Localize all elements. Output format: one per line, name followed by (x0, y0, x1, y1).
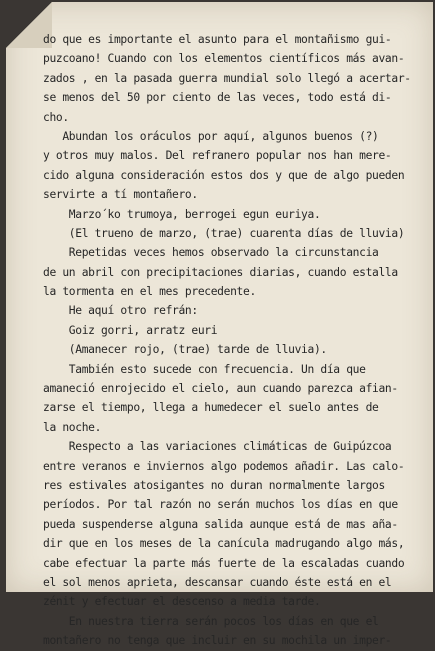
text-line-14: la tormenta en el mes precedente. (43, 285, 256, 299)
text-line-20: zarse el tiempo, llega a humedecer el suelo antes de (43, 401, 379, 415)
text-line-18: También esto sucede con frecuencia. Un día que (43, 362, 366, 376)
typewritten-page (6, 2, 433, 648)
text-line-2: puzcoano! Cuando con los elementos científicos más avan- (43, 52, 405, 66)
text-line-31: En nuestra tierra serán pocos los días en que el (43, 614, 379, 628)
text-line-13: de un abril con precipitaciones diarias, cuando estalla (43, 265, 398, 279)
text-line-32: montañero no tenga que incluir en su mochila un imper- (43, 634, 392, 648)
text-line-30: zénit y efectuar el descenso a media tarde. (43, 595, 321, 609)
text-line-1: do que es importante el asunto para el montañismo gui- (43, 33, 392, 46)
text-line-24: res estivales atosigantes no duran normalmente largos (43, 478, 385, 492)
text-line-5: cho. (43, 110, 69, 124)
text-line-9: servirte a tí montañero. (43, 188, 198, 202)
text-line-27: dir que en los meses de la canícula madrugando algo más, (43, 537, 405, 551)
text-line-26: pueda suspenderse alguna salida aunque está de mas aña- (43, 517, 398, 531)
text-line-4: se menos del 50 por ciento de las veces, todo está di- (43, 91, 392, 105)
text-line-8: cido alguna consideración estos dos y que de algo pueden (43, 168, 405, 182)
text-line-11: (El trueno de marzo, (trae) cuarenta días de lluvia) (43, 226, 405, 240)
text-line-28: cabe efectuar la parte más fuerte de la escaladas cuando (43, 556, 405, 570)
text-line-21: la noche. (43, 420, 102, 434)
text-line-17: (Amanecer rojo, (trae) tarde de lluvia). (43, 343, 327, 357)
text-line-10: Marzo´ko trumoya, berrogei egun euriya. (43, 207, 321, 221)
text-line-23: entre veranos e inviernos algo podemos añadir. Las calo- (43, 459, 405, 473)
text-line-12: Repetidas veces hemos observado la circunstancia (43, 246, 379, 260)
text-line-29: el sol menos aprieta, descansar cuando éste está en el (43, 575, 392, 589)
text-line-15: He aquí otro refrán: (43, 304, 198, 318)
text-line-25: períodos. Por tal razón no serán muchos los días en que (43, 498, 398, 512)
text-line-16: Goiz gorri, arratz euri (43, 323, 218, 337)
text-line-3: zados , en la pasada guerra mundial solo llegó a acertar- (43, 71, 411, 85)
text-line-6: Abundan los oráculos por aquí, algunos buenos (?) (43, 129, 379, 143)
text-line-7: y otros muy malos. Del refranero popular nos han mere- (43, 149, 392, 163)
text-line-19: amaneció enrojecido el cielo, aun cuando parezca afian- (43, 382, 398, 396)
page-text (43, 30, 435, 651)
text-line-22: Respecto a las variaciones climáticas de Guipúzcoa (43, 440, 392, 454)
